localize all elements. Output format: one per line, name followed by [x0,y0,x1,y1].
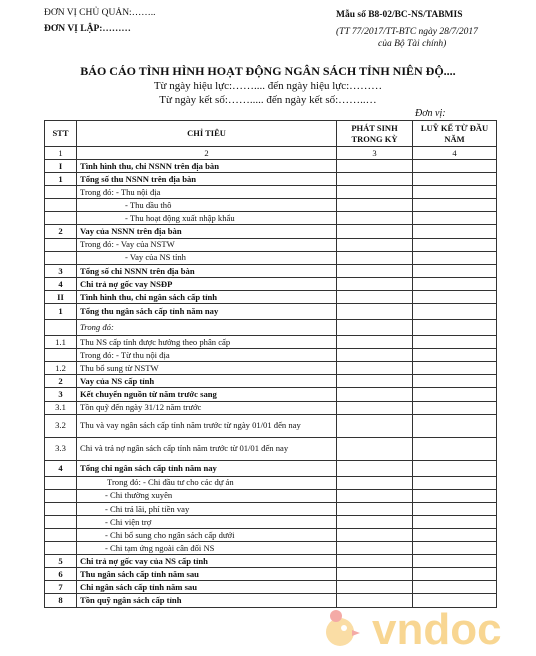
row-cumulative-value [413,199,497,212]
row-cumulative-value [413,349,497,362]
row-stt [45,502,77,515]
row-period-value [337,320,413,336]
row-indicator: Trong đó: - Vay của NSTW [77,238,337,251]
row-cumulative-value [413,542,497,555]
row-stt [45,320,77,336]
row-stt: 3 [45,388,77,401]
effective-date-range: Từ ngày hiệu lực:…….... đến ngày hiệu lực:……… [153,80,383,92]
row-cumulative-value [413,460,497,476]
row-indicator: - Chi thường xuyên [77,489,337,502]
row-period-value [337,251,413,264]
row-indicator: Tổng chi ngân sách cấp tỉnh năm nay [77,460,337,476]
row-period-value [337,476,413,489]
row-cumulative-value [413,290,497,303]
row-period-value [337,555,413,568]
table-row [45,489,497,502]
row-indicator: Chi và trả nợ ngân sách cấp tỉnh năm trước từ 01/01 đến nay [77,437,337,460]
row-indicator: - Vay của NS tỉnh [77,251,337,264]
table-row [45,528,497,541]
row-period-value [337,528,413,541]
unit-label: Đơn vị: [415,108,446,119]
row-indicator: - Thu hoạt động xuất nhập khẩu [77,212,337,225]
unit-owner: ĐƠN VỊ CHỦ QUẢN:…….. [44,8,156,18]
row-cumulative-value [413,160,497,173]
row-indicator: Tồn quỹ ngân sách cấp tỉnh [77,594,337,607]
unit-maker: ĐƠN VỊ LẬP:……… [44,24,131,34]
table-row [45,375,497,388]
row-cumulative-value [413,489,497,502]
table-row [45,199,497,212]
closing-date-range: Từ ngày kết số:……..... đến ngày kết số:……..… [159,94,377,106]
row-period-value [337,238,413,251]
table-row [45,336,497,349]
row-period-value [337,212,413,225]
row-cumulative-value [413,186,497,199]
row-cumulative-value [413,414,497,437]
row-indicator: Thu bổ sung từ NSTW [77,362,337,375]
table-row [45,581,497,594]
ministry-ref: của Bộ Tài chính) [378,39,447,49]
table-row [45,568,497,581]
row-indicator: Chi ngân sách cấp tỉnh năm sau [77,581,337,594]
row-stt: 7 [45,581,77,594]
row-cumulative-value [413,336,497,349]
table-row [45,290,497,303]
table-row [45,212,497,225]
row-period-value [337,542,413,555]
row-cumulative-value [413,277,497,290]
row-period-value [337,199,413,212]
row-stt: 5 [45,555,77,568]
row-period-value [337,460,413,476]
row-stt: 2 [45,225,77,238]
row-stt: 1.2 [45,362,77,375]
row-indicator: Trong đó: - Chi đầu tư cho các dự án [77,476,337,489]
watermark-text: vndoc [372,606,502,652]
row-period-value [337,375,413,388]
col-stt: STT [45,121,77,147]
row-indicator: - Chi tạm ứng ngoài cân đối NS [77,542,337,555]
row-stt [45,186,77,199]
table-row [45,277,497,290]
row-indicator: Tổng thu ngân sách cấp tỉnh năm nay [77,304,337,320]
row-indicator: Thu và vay ngân sách cấp tỉnh năm trước từ ngày 01/01 đến nay [77,414,337,437]
table-row [45,555,497,568]
report-title: BÁO CÁO TÌNH HÌNH HOẠT ĐỘNG NGÂN SÁCH TỈNH NIÊN ĐỘ.... [80,64,456,78]
row-indicator: Trong đó: - Thu nội địa [77,186,337,199]
row-period-value [337,414,413,437]
row-period-value [337,336,413,349]
table-header-row [45,121,497,147]
table-row [45,362,497,375]
row-cumulative-value [413,401,497,414]
table-row [45,186,497,199]
row-stt: II [45,290,77,303]
col-number: 2 [77,147,337,160]
row-cumulative-value [413,304,497,320]
row-indicator: Tình hình thu, chi NSNN trên địa bàn [77,160,337,173]
row-indicator: Tồn quỹ đến ngày 31/12 năm trước [77,401,337,414]
row-period-value [337,349,413,362]
row-stt [45,528,77,541]
table-row [45,251,497,264]
table-row [45,515,497,528]
row-stt: I [45,160,77,173]
row-stt: 2 [45,375,77,388]
table-number-row [45,147,497,160]
row-cumulative-value [413,320,497,336]
row-stt [45,515,77,528]
table-row [45,320,497,336]
row-period-value [337,173,413,186]
table-row [45,238,497,251]
row-indicator: Kết chuyển nguồn từ năm trước sang [77,388,337,401]
row-period-value [337,304,413,320]
row-period-value [337,581,413,594]
row-indicator: Trong đó: [77,320,337,336]
row-stt: 3.3 [45,437,77,460]
row-indicator: - Chi bổ sung cho ngân sách cấp dưới [77,528,337,541]
row-period-value [337,362,413,375]
col-indicator: CHỈ TIÊU [77,121,337,147]
row-period-value [337,225,413,238]
row-period-value [337,568,413,581]
table-row [45,264,497,277]
row-cumulative-value [413,375,497,388]
row-stt [45,489,77,502]
form-number: Mẫu số B8-02/BC-NS/TABMIS [336,10,463,20]
table-row [45,437,497,460]
table-row [45,460,497,476]
row-stt: 8 [45,594,77,607]
row-indicator: Chi trả nợ gốc vay của NS cấp tỉnh [77,555,337,568]
row-indicator: Tình hình thu, chi ngân sách cấp tỉnh [77,290,337,303]
row-cumulative-value [413,581,497,594]
row-stt: 1 [45,173,77,186]
table-row [45,388,497,401]
circular-ref: (TT 77/2017/TT-BTC ngày 28/7/2017 [336,27,478,37]
row-indicator: - Chi trả lãi, phí tiền vay [77,502,337,515]
table-row [45,173,497,186]
row-cumulative-value [413,362,497,375]
row-period-value [337,388,413,401]
row-indicator: Thu NS cấp tỉnh được hưởng theo phân cấp [77,336,337,349]
row-indicator: Tổng số thu NSNN trên địa bàn [77,173,337,186]
row-indicator: Trong đó: - Từ thu nội địa [77,349,337,362]
row-cumulative-value [413,173,497,186]
table-row [45,349,497,362]
report-table [44,120,497,608]
row-indicator: - Chi viện trợ [77,515,337,528]
col-number: 1 [45,147,77,160]
row-stt [45,476,77,489]
row-cumulative-value [413,225,497,238]
row-stt: 1.1 [45,336,77,349]
row-stt [45,349,77,362]
row-stt [45,251,77,264]
table-row [45,401,497,414]
row-stt: 3 [45,264,77,277]
row-period-value [337,401,413,414]
row-indicator: Vay của NS cấp tỉnh [77,375,337,388]
row-cumulative-value [413,568,497,581]
table-row [45,476,497,489]
table-row [45,542,497,555]
row-indicator: Chi trả nợ gốc vay NSĐP [77,277,337,290]
row-period-value [337,502,413,515]
row-stt: 3.1 [45,401,77,414]
row-cumulative-value [413,528,497,541]
row-period-value [337,160,413,173]
row-indicator: Tổng số chi NSNN trên địa bàn [77,264,337,277]
row-cumulative-value [413,476,497,489]
row-period-value [337,277,413,290]
table-row [45,414,497,437]
row-stt [45,542,77,555]
row-cumulative-value [413,437,497,460]
row-stt [45,199,77,212]
row-cumulative-value [413,388,497,401]
row-indicator: - Thu dầu thô [77,199,337,212]
row-cumulative-value [413,264,497,277]
row-stt: 4 [45,460,77,476]
row-stt: 6 [45,568,77,581]
row-cumulative-value [413,515,497,528]
row-indicator: Vay của NSNN trên địa bàn [77,225,337,238]
row-cumulative-value [413,555,497,568]
table-row [45,502,497,515]
col-period: PHÁT SINH TRONG KỲ [337,121,413,147]
row-cumulative-value [413,238,497,251]
table-row [45,160,497,173]
row-period-value [337,264,413,277]
table-row [45,304,497,320]
row-stt: 4 [45,277,77,290]
row-cumulative-value [413,212,497,225]
vndoc-watermark [320,606,530,652]
row-indicator: Thu ngân sách cấp tỉnh năm sau [77,568,337,581]
rooster-mascot-icon [326,610,360,646]
row-stt [45,238,77,251]
table-row [45,225,497,238]
row-stt: 1 [45,304,77,320]
col-number: 3 [337,147,413,160]
row-period-value [337,186,413,199]
row-period-value [337,489,413,502]
row-cumulative-value [413,502,497,515]
row-period-value [337,515,413,528]
row-period-value [337,290,413,303]
row-stt: 3.2 [45,414,77,437]
row-period-value [337,437,413,460]
row-stt [45,212,77,225]
row-cumulative-value [413,251,497,264]
col-number: 4 [413,147,497,160]
col-cumulative: LUỸ KẾ TỪ ĐẦU NĂM [413,121,497,147]
